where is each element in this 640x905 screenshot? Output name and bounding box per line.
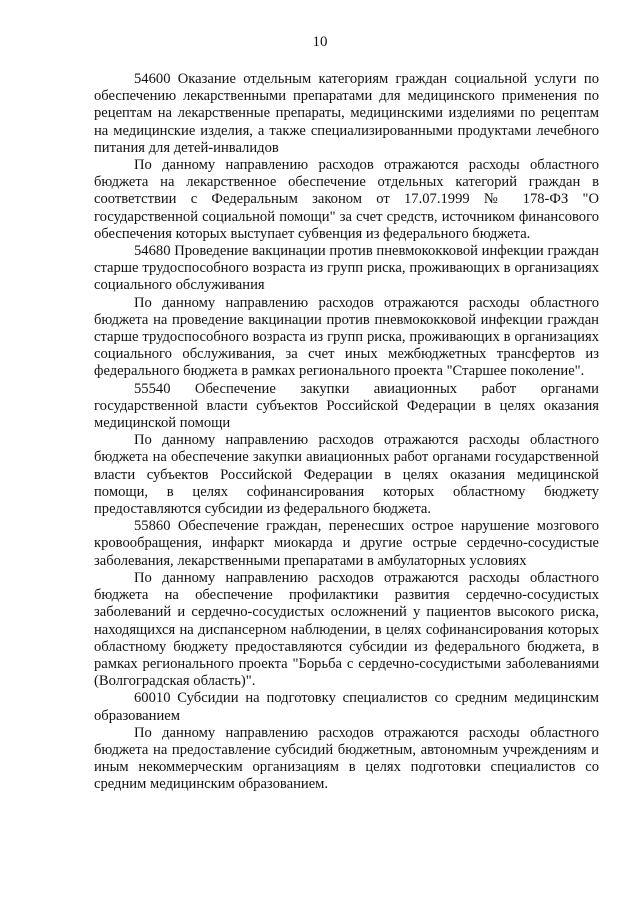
- section-heading-55860: 55860 Обеспечение граждан, перенесших острое нарушение мозгового кровообращения, инфаркт миокарда и другие острые сердечно-сосудистые заболевания, лекарственными препаратами в амбулаторных условиях: [94, 518, 599, 569]
- section-description-54600: По данному направлению расходов отражаются расходы областного бюджета на лекарственное обеспечение отдельных категорий граждан в соответствии с Федеральным законом от 17.07.1999 № 178-ФЗ "О государственной социальной помощи" за счет средств, источником финансового обеспечения которых выступает субвенция из федерального бюджета.: [94, 157, 599, 242]
- section-description-55860: По данному направлению расходов отражаются расходы областного бюджета на обеспечение профилактики развития сердечно-сосудистых заболеваний и сердечно-сосудистых осложнений у пациентов высокого риска, находящихся на диспансерном наблюдении, в целях софинансирования которых областному бюджету предоставляются субсидии из федерального бюджета, в рамках регионального проекта "Борьба с сердечно-сосудистыми заболеваниями (Волгоградская область)".: [94, 569, 599, 690]
- page-number: 10: [312, 34, 328, 50]
- section-description-55540: По данному направлению расходов отражаются расходы областного бюджета на обеспечение закупки авиационных работ органами государственной власти субъектов Российской Федерации в целях оказания медицинской помощи, в целях софинансирования которых областному бюджету предоставляются субсидии из федерального бюджета.: [94, 432, 599, 518]
- section-heading-54600: 54600 Оказание отдельным категориям граждан социальной услуги по обеспечению лекарственными препаратами для медицинского применения по рецептам на лекарственные препараты, медицинскими изделиями по рецептам на медицинские изделия, а также специализированными продуктами лечебного питания для детей-инвалидов: [94, 71, 599, 156]
- section-heading-54680: 54680 Проведение вакцинации против пневмококковой инфекции граждан старше трудоспособного возраста из групп риска, проживающих в организациях социального обслуживания: [94, 243, 599, 294]
- section-heading-55540: 55540 Обеспечение закупки авиационных работ органами государственной власти субъектов Российской Федерации в целях оказания медицинской помощи: [94, 380, 599, 432]
- section-description-60010: По данному направлению расходов отражаются расходы областного бюджета на предоставление субсидий бюджетным, автономным учреждениям и иным некоммерческим организациям в целях подготовки специалистов со средним медицинским образованием.: [94, 724, 599, 793]
- section-description-54680: По данному направлению расходов отражаются расходы областного бюджета на проведение вакцинации против пневмококковой инфекции граждан старше трудоспособного возраста из групп риска, проживающих в организациях социального обслуживания, за счет иных межбюджетных трансфертов из федерального бюджета в рамках регионального проекта "Старшее поколение".: [94, 294, 599, 380]
- section-heading-60010: 60010 Субсидии на подготовку специалистов со средним медицинским образованием: [94, 690, 599, 724]
- document-body: [94, 71, 599, 794]
